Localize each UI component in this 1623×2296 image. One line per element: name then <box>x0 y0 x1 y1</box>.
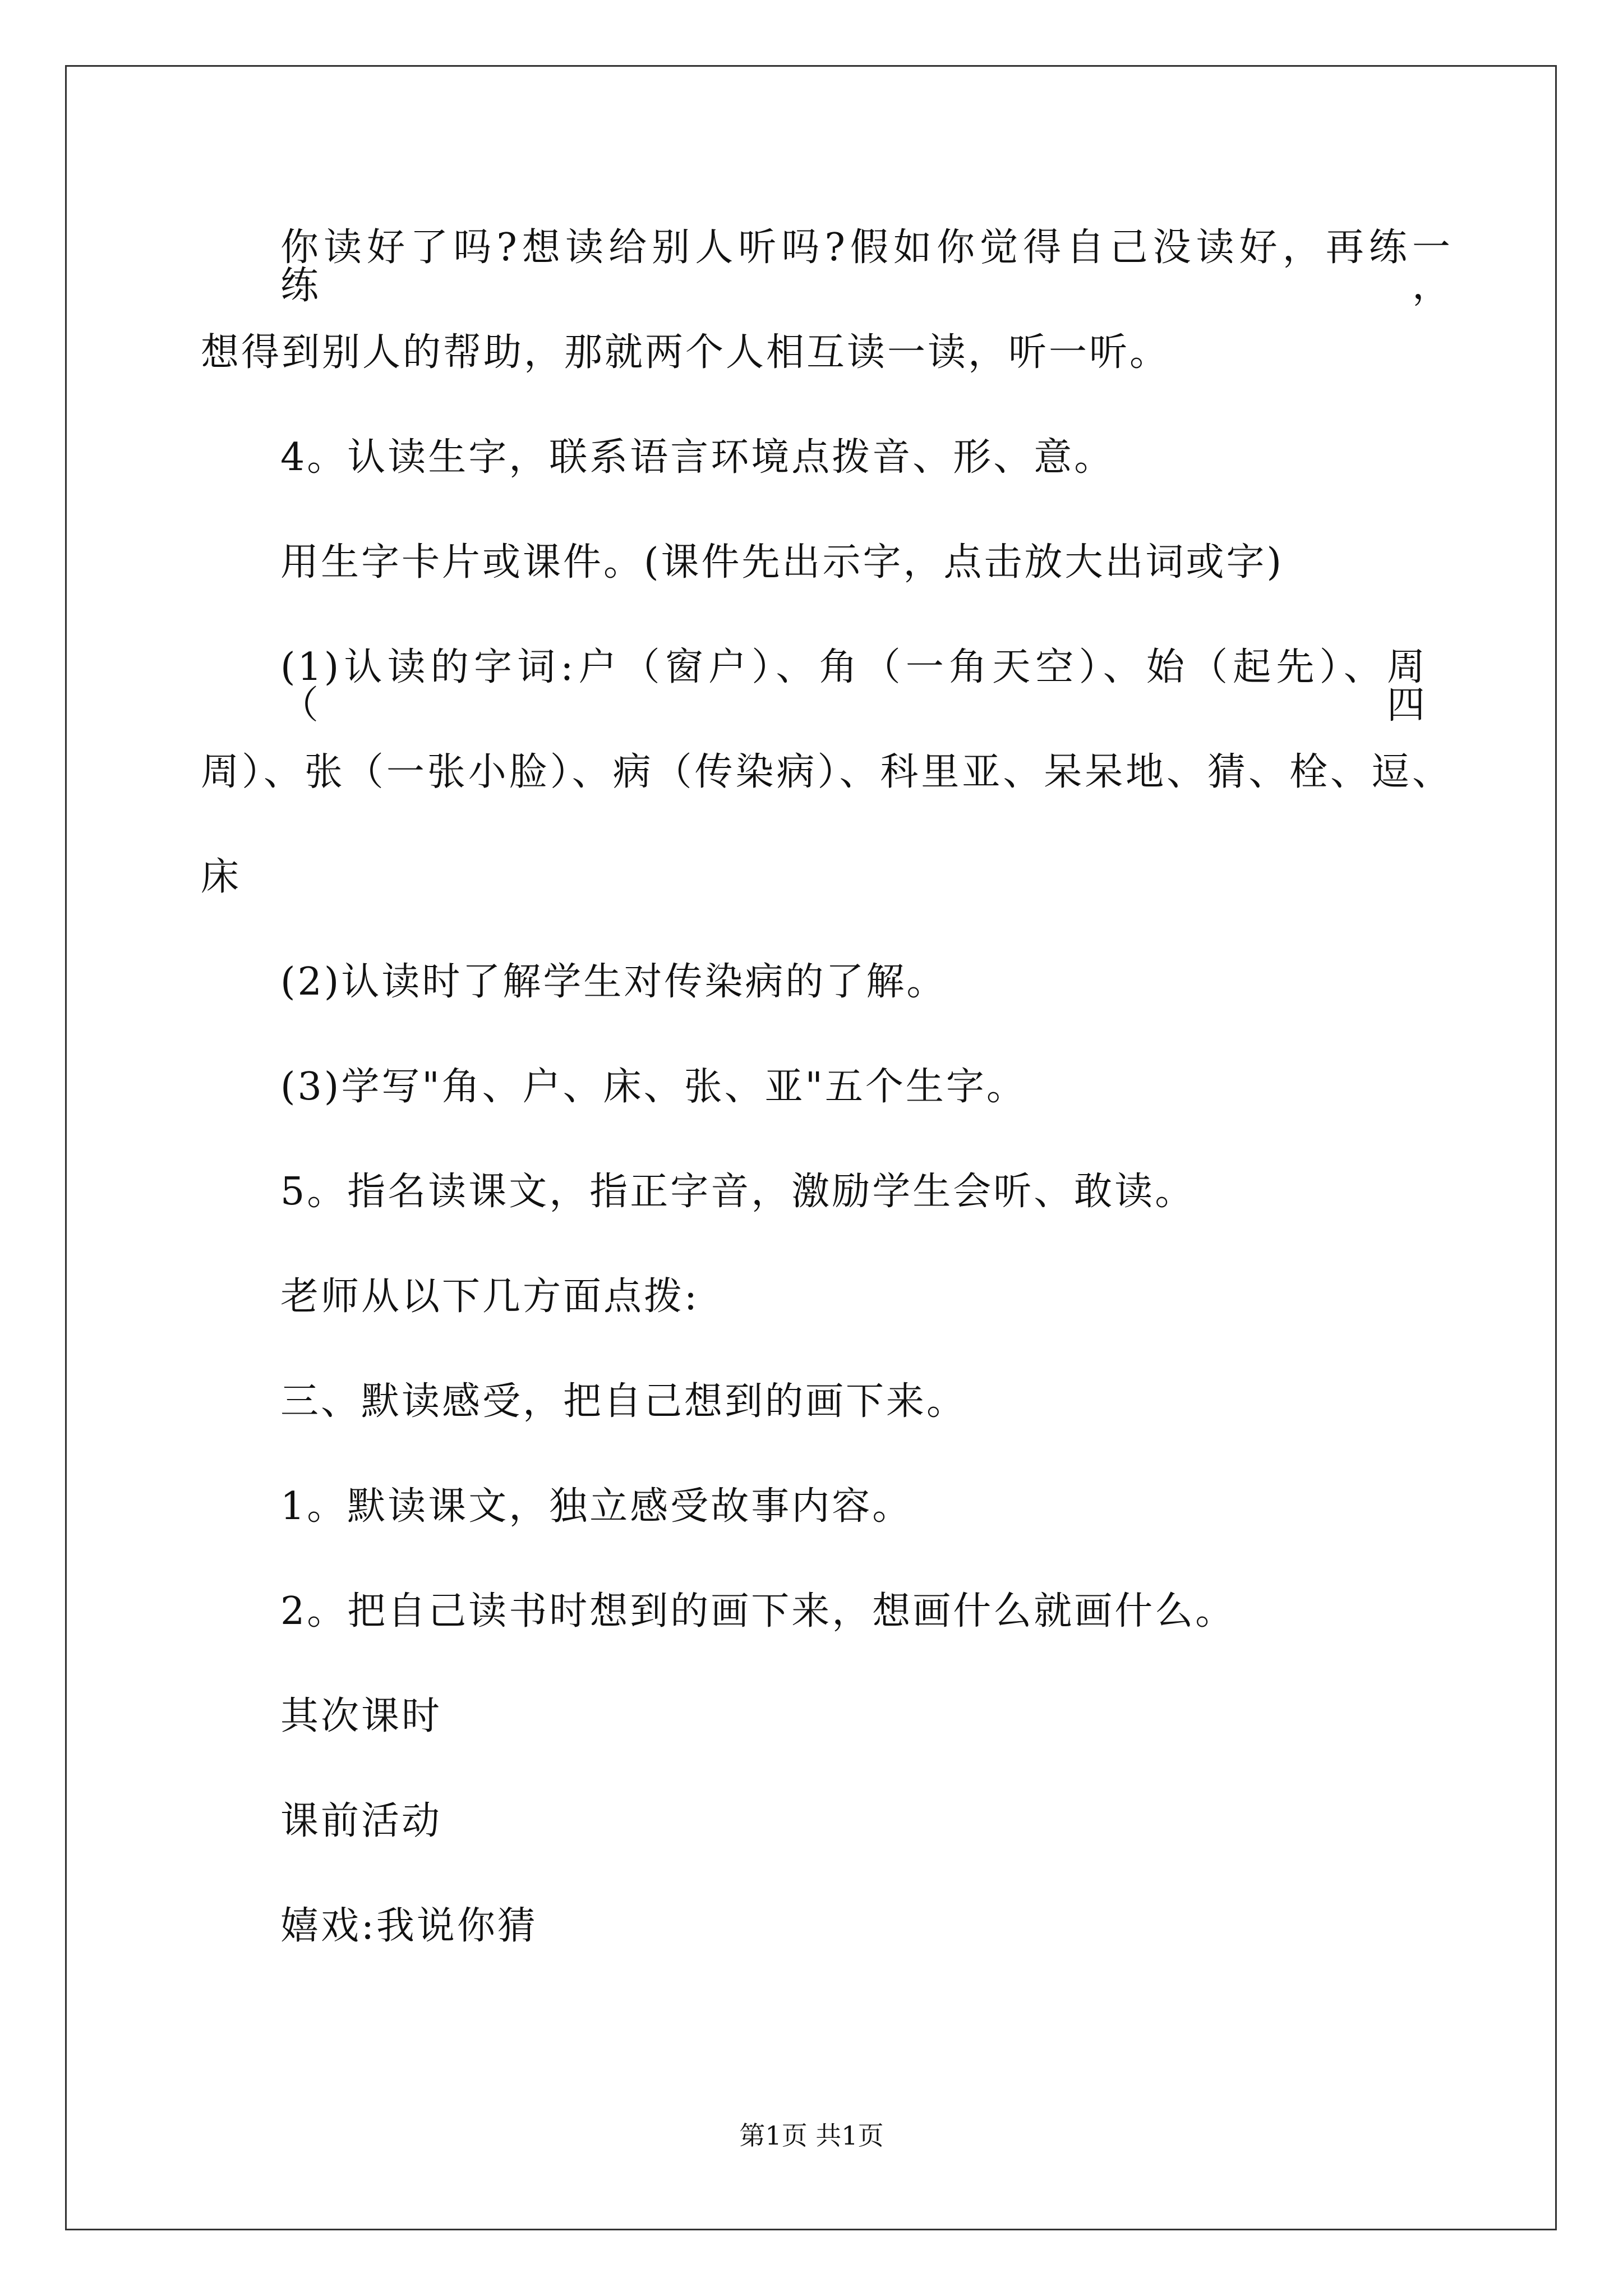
text-line-9: (3)学写"角、户、床、张、亚"五个生字。 <box>280 1065 1027 1109</box>
text-line-14: 2。把自己读书时想到的画下来，想画什么就画什么。 <box>280 1589 1236 1634</box>
text-line-2: 想得到别人的帮助，那就两个人相互读一读，听一听。 <box>201 330 1170 375</box>
text-line-13: 1。默读课文，独立感受故事内容。 <box>280 1484 913 1529</box>
page-footer: 第1页 共1页 <box>739 2120 884 2151</box>
text-line-7: 床 <box>201 855 242 899</box>
text-line-16: 课前活动 <box>280 1799 442 1843</box>
text-line-10: 5。指名读课文，指正字音，激励学生会听、敢读。 <box>280 1170 1196 1214</box>
text-line-3: 4。认读生字，联系语言环境点拨音、形、意。 <box>280 435 1115 480</box>
text-line-11: 老师从以下几方面点拨: <box>280 1274 699 1319</box>
text-line-12: 三、默读感受，把自己想到的画下来。 <box>280 1379 967 1424</box>
text-line-4: 用生字卡片或课件。(课件先出示字，点击放大出词或字) <box>280 540 1284 585</box>
text-line-15: 其次课时 <box>280 1694 442 1738</box>
text-line-1: 你读好了吗?想读给别人听吗?假如你觉得自己没读好，再练一练， <box>280 226 1453 308</box>
text-line-5: (1)认读的字词:户（窗户）、角（一角天空）、始（起先）、周（四 <box>280 645 1427 728</box>
text-line-17: 嬉戏:我说你猜 <box>280 1904 538 1948</box>
text-line-6: 周）、张（一张小脸）、病（传染病）、科里亚、呆呆地、猜、栓、逗、 <box>201 750 1453 794</box>
text-line-8: (2)认读时了解学生对传染病的了解。 <box>280 960 947 1004</box>
